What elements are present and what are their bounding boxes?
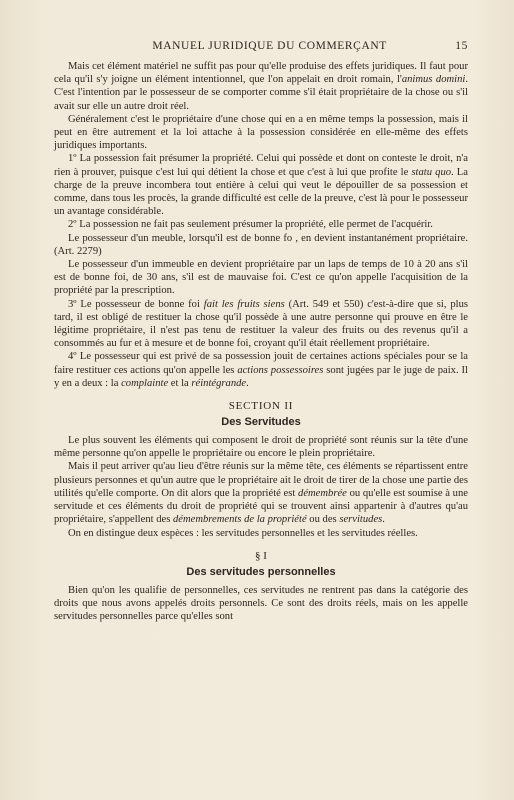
paragraph: 1º La possession fait présumer la propriété. Celui qui possède et dont on conteste le droit, n'a rien à prouver, puisque c'est lui qui détient la chose et que c'est à lui que profite le statu quo. La charge de la preuve incombera tout entière à celui qui veut le dépouiller de sa possession et comme, dans tous les procès, la grande difficulté est celle de la preuve, c'est là pour le possesseur un avantage considérable.: [54, 153, 468, 218]
paragraph: Bien qu'on les qualifie de personnelles, ces servitudes ne rentrent pas dans la catégorie des droits que nous avons appelés droits personnels. Ce sont des droits réels, mais on les appelle servitudes personnelles parce qu'elles sont: [54, 584, 468, 623]
page-number: 15: [455, 40, 468, 52]
paragraph: 2º La possession ne fait pas seulement présumer la propriété, elle permet de l'acquérir.: [68, 219, 433, 231]
subsection-title: Des servitudes personnelles: [186, 565, 336, 578]
paragraph: Généralement c'est le propriétaire d'une chose qui en a en même temps la possession, mais il peut en être autrement et la loi attache à la possession considérée en elle-même des effets juridiques importants.: [54, 113, 468, 152]
paragraph: Le plus souvent les éléments qui composent le droit de propriété sont réunis sur la tête d'une même personne qu'on appelle le propriétaire ou encore le plein propriétaire.: [54, 435, 468, 460]
section-heading: SECTION II: [228, 400, 294, 413]
running-head: [54, 40, 468, 52]
paragraph: Le possesseur d'un immeuble en devient propriétaire par un laps de temps de 10 à 20 ans s'il est de bonne foi, de 30 ans, s'il est de mauvaise foi. C'est ce qu'on appelle l'acquisition de la propriété par la prescription.: [54, 259, 468, 297]
paragraph: On en distingue deux espèces : les servitudes personnelles et les servitudes réelles.: [68, 527, 418, 539]
paragraph: Mais il peut arriver qu'au lieu d'être réunis sur la même tête, ces éléments se répartissent entre plusieurs personnes et qu'un autre que le propriétaire ait le droit de tirer de la chose une partie des utilités qu'elle comporte. On dit alors que la propriété est démembrée ou qu'elle est soumise à une servitude et ces éléments du droit de propriété qui se trouvent ainsi appartenir à d'autres qu'au propriétaire, s'appellent des démembrements de la propriété ou des servitudes.: [54, 461, 468, 526]
paragraph: 3º Le possesseur de bonne foi fait les fruits siens (Art. 549 et 550) c'est-à-dire que si, plus tard, il est obligé de restituer la chose qu'il possède à une autre personne qui prouve en être le légitime propriétaire, il n'est pas tenu de restituer la valeur des fruits ou des revenus qu'il a consommés au fur et à mesure et de bonne foi, croyant qu'il était réellement propriétaire.: [54, 298, 468, 350]
paragraph: Le possesseur d'un meuble, lorsqu'il est de bonne fo , en devient instantanément propriétaire. (Art. 2279): [54, 232, 468, 257]
section-title: Des Servitudes: [221, 416, 301, 429]
running-title: MANUEL JURIDIQUE DU COMMERÇANT: [152, 40, 387, 52]
paragraph: Mais cet élément matériel ne suffit pas pour qu'elle produise des effets juridiques. Il faut pour cela qu'il s'y joigne un élément intentionnel, que l'on appelait en droit romain, l'animus domini. C'est l'intention par le possesseur de se comporter comme s'il était propriétaire de la chose ou s'il avait sur elle un autre droit réel.: [54, 61, 468, 112]
paragraph-mark: § I: [255, 549, 267, 562]
paragraph: 4º Le possesseur qui est privé de sa possession jouit de certaines actions spéciales pour se la faire restituer ces actions qu'on appelle les actions possessoires sont jugées par le juge de paix. Il y en a deux : la complainte et la réintégrande.: [54, 351, 468, 389]
